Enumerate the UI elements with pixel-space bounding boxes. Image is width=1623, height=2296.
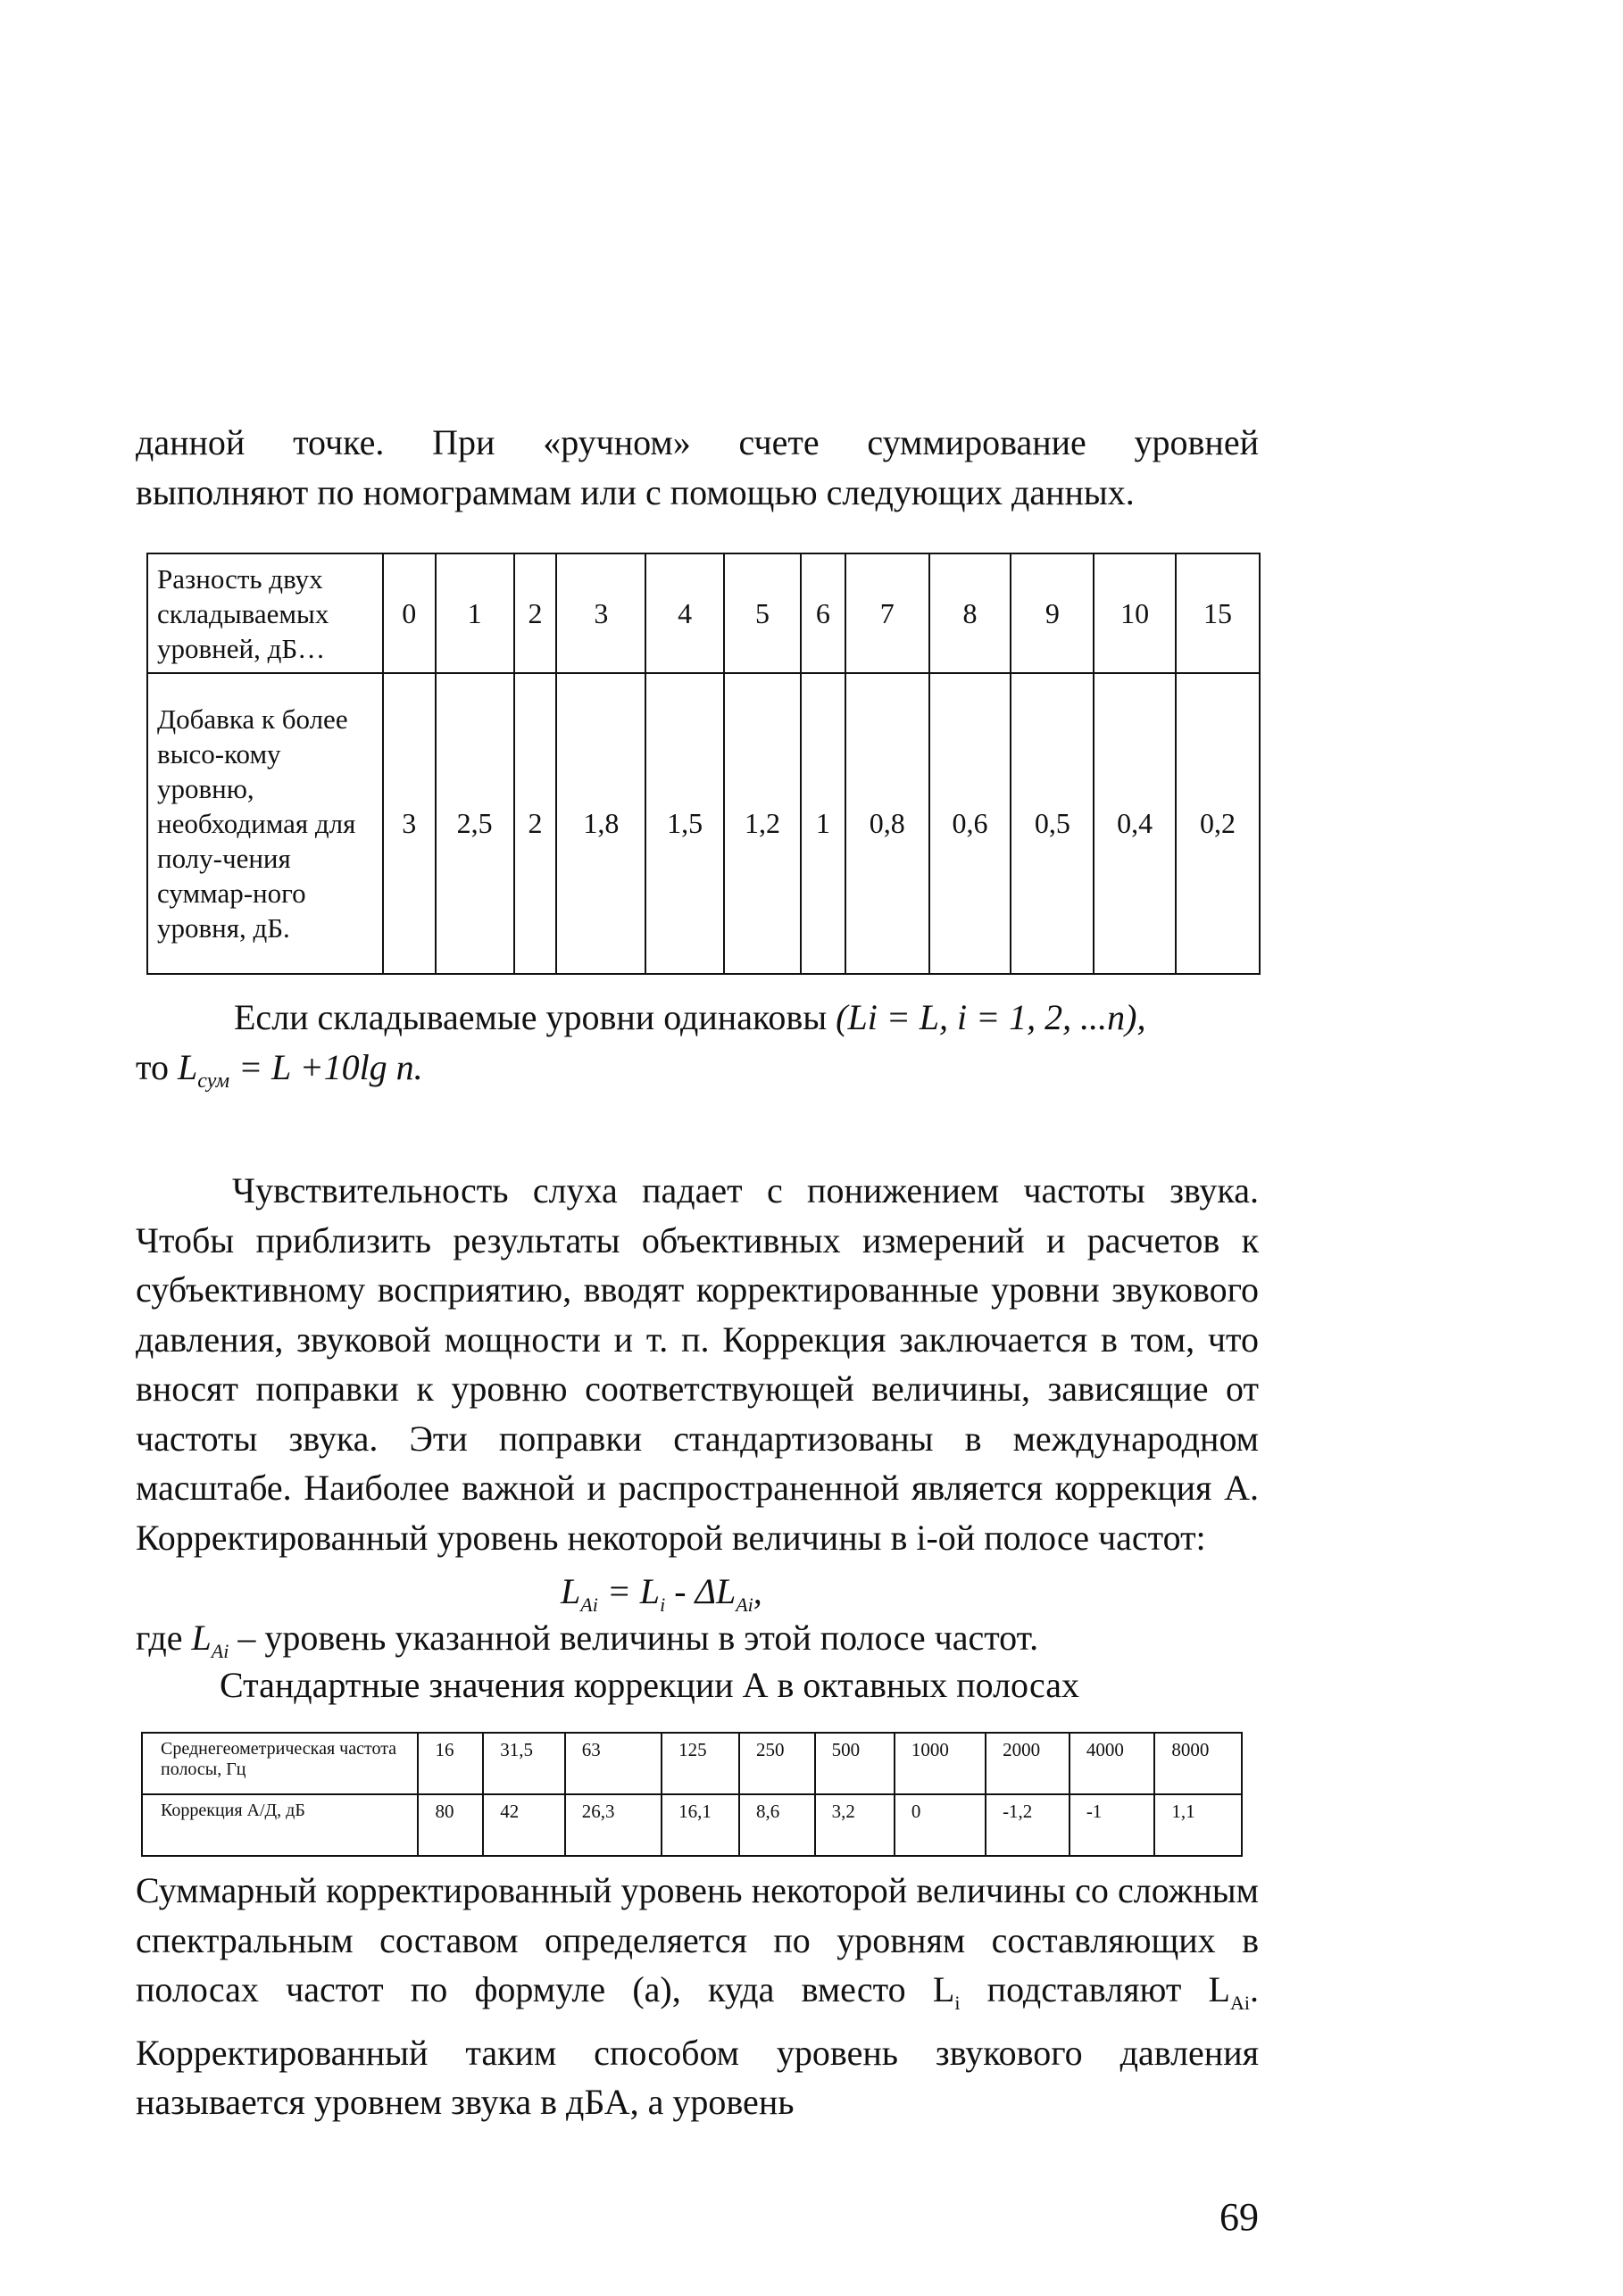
table-cell: 31,5: [483, 1733, 565, 1794]
page-number: 69: [1219, 2195, 1259, 2239]
table-cell: 0,6: [929, 673, 1011, 974]
equal-levels-result: [136, 1043, 423, 1106]
table-cell: 3: [556, 553, 645, 673]
table-cell: 4000: [1070, 1733, 1155, 1794]
table-cell: 1,2: [724, 673, 801, 974]
where-line: где $L_{Ai}$ – уровень указанной величины в этой полосе частот.: [136, 1618, 1039, 1662]
table-cell: 1: [801, 673, 845, 974]
equal-levels-line: [234, 993, 1145, 1043]
equal-levels-text: Если складываемые уровни одинаковы: [234, 997, 828, 1037]
table-row: [147, 553, 1260, 673]
table-cell: 1: [436, 553, 514, 673]
table-cell: 63: [565, 1733, 662, 1794]
table-cell: 0,5: [1011, 673, 1094, 974]
table-cell: 15: [1176, 553, 1260, 673]
table-cell: 80: [418, 1794, 483, 1856]
equal-levels-condition: (Li = L, i = 1, 2, ...n),: [836, 997, 1146, 1037]
table-cell: 16,1: [662, 1794, 739, 1856]
table-cell: 4: [645, 553, 724, 673]
table-row-header: Среднегеометрическая частота полосы, Гц: [142, 1733, 418, 1794]
table-cell: 6: [801, 553, 845, 673]
table-cell: 7: [845, 553, 929, 673]
table-row-header: Добавка к более высо-кому уровню, необходимая для полу-чения суммар-ного уровня, дБ.: [147, 673, 383, 974]
table-cell: 0: [895, 1794, 986, 1856]
table-cell: 8,6: [739, 1794, 815, 1856]
table-row: [142, 1794, 1242, 1856]
table-cell: 5: [724, 553, 801, 673]
table-cell: 500: [815, 1733, 895, 1794]
table2-caption: Стандартные значения коррекции А в октавных полосах: [220, 1665, 1080, 1705]
table-cell: 26,3: [565, 1794, 662, 1856]
table-cell: 2: [514, 673, 557, 974]
sensitivity-paragraph: Чувствительность слуха падает с понижением частоты звука. Чтобы приблизить результаты объективных измерений и расчетов к субъективному восприятию, вводят корректированные уровни звукового давления, звуковой мощности и т. п. Коррекция заключается в том, что вносят поправки к уровню соответствующей величины, зависящие от частоты звука. Эти поправки стандартизованы в международном масштабе. Наиболее важной и распространенной является коррекция А. Корректированный уровень некоторой величины в i-ой полосе частот:: [136, 1170, 1259, 1558]
intro-text: [136, 418, 1259, 518]
result-prefix: то: [136, 1047, 169, 1087]
table-cell: 2: [514, 553, 557, 673]
table-cell: 42: [483, 1794, 565, 1856]
table-cell: 0,8: [845, 673, 929, 974]
table-cell: 9: [1011, 553, 1094, 673]
table-cell: 16: [418, 1733, 483, 1794]
correction-formula: $L_{Ai} = L_i - \Delta L_{Ai}$,: [561, 1571, 762, 1616]
table-cell: 8000: [1154, 1733, 1242, 1794]
table-cell: 1,5: [645, 673, 724, 974]
table-cell: 0: [383, 553, 436, 673]
table-row-header: Разность двух складываемых уровней, дБ…: [147, 553, 383, 673]
intro-line-1: данной точке. При «ручном» счете суммирование уровней: [136, 422, 1259, 462]
table-row-header: Коррекция А/Д, дБ: [142, 1794, 418, 1856]
table-cell: -1,2: [986, 1794, 1070, 1856]
table-row: [142, 1733, 1242, 1794]
result-formula: $L_{сум} = L +10\lg$ n.: [177, 1047, 423, 1093]
table-cell: 1000: [895, 1733, 986, 1794]
table-cell: 0,2: [1176, 673, 1260, 974]
intro-line-2: выполняют по номограммам или с помощью следующих данных.: [136, 472, 1135, 512]
table-cell: 0,4: [1094, 673, 1176, 974]
table-cell: 1,1: [1154, 1794, 1242, 1856]
table-cell: -1: [1070, 1794, 1155, 1856]
table-cell: 125: [662, 1733, 739, 1794]
level-addition-table: [146, 553, 1261, 975]
table-cell: 3: [383, 673, 436, 974]
table-cell: 250: [739, 1733, 815, 1794]
table-cell: 3,2: [815, 1794, 895, 1856]
table-cell: 10: [1094, 553, 1176, 673]
table-cell: 1,8: [556, 673, 645, 974]
table-cell: 8: [929, 553, 1011, 673]
a-correction-table: [141, 1732, 1243, 1857]
table-cell: 2,5: [436, 673, 514, 974]
table-cell: 2000: [986, 1733, 1070, 1794]
final-paragraph: Суммарный корректированный уровень некоторой величины со сложным спектральным составом определяется по уровням составляющих в полосах частот по формуле (а), куда вместо $L_i$ подставляют $L_{Ai}$. Корректированный таким способом уровень звукового давления называется уровнем звука в дБА, а уровень: [136, 1870, 1259, 2122]
table-row: [147, 673, 1260, 974]
